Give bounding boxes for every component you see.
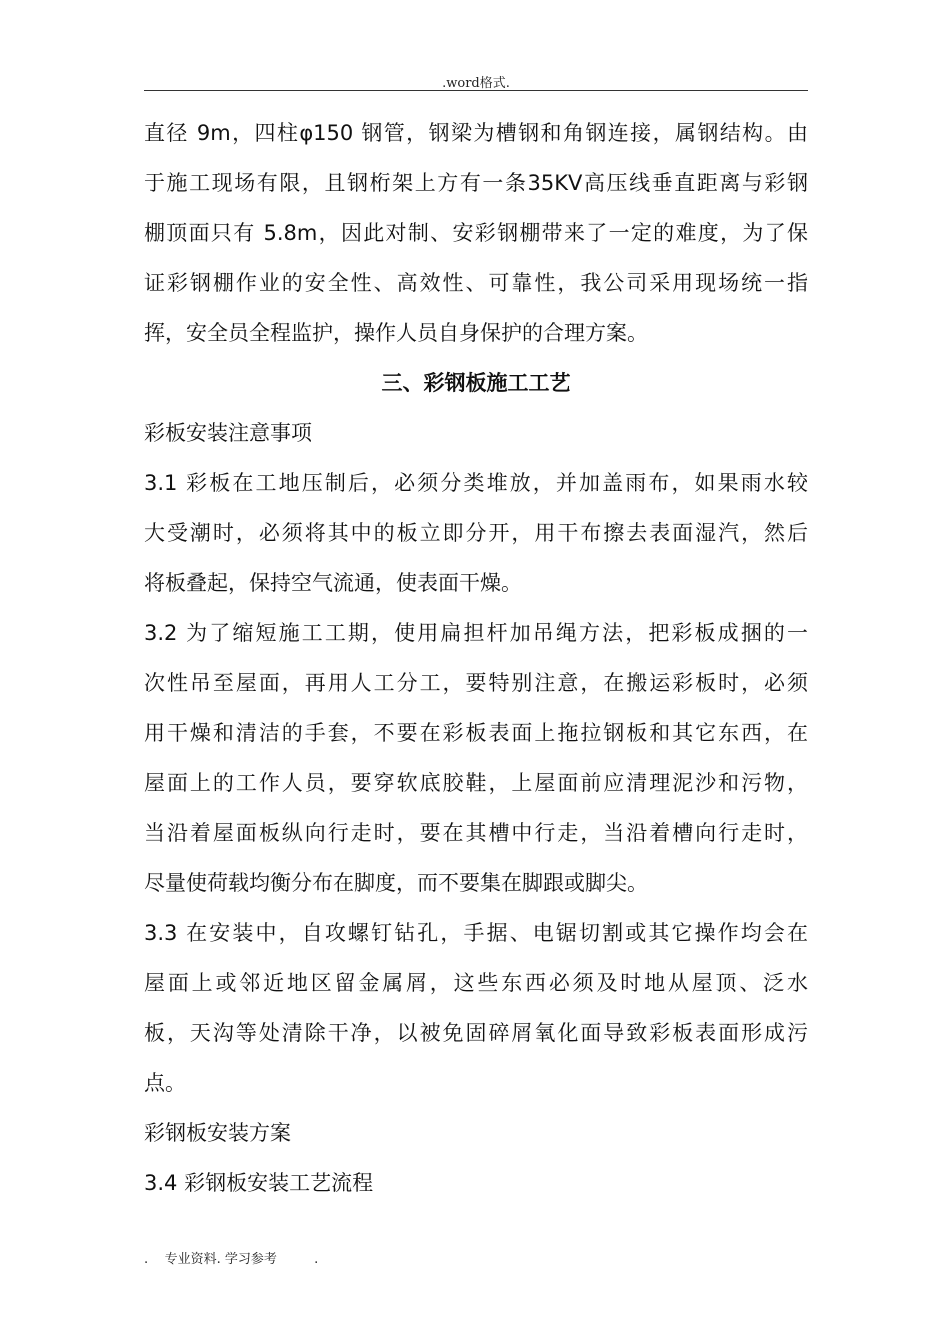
body-line: 次性吊至屋面，再用人工分工，要特别注意，在搬运彩板时，必须 — [144, 671, 808, 695]
body-line: 3.1 彩板在工地压制后，必须分类堆放，并加盖雨布，如果雨水较 — [144, 471, 808, 495]
section-heading: 三、彩钢板施工工艺 — [381, 371, 571, 395]
body-line: 棚顶面只有 5.8m，因此对制、安彩钢棚带来了一定的难度，为了保 — [144, 221, 808, 245]
body-line: 将板叠起，保持空气流通，使表面干燥。 — [144, 571, 522, 595]
subheading: 彩钢板安装方案 — [144, 1121, 291, 1145]
header-rule — [144, 90, 808, 91]
body-line: 点。 — [144, 1071, 186, 1095]
page-footer: . 专业资料. 学习参考 . — [144, 1252, 319, 1267]
body-line: 于施工现场有限，且钢桁架上方有一条35KV高压线垂直距离与彩钢 — [144, 171, 808, 195]
body-line: 当沿着屋面板纵向行走时，要在其槽中行走，当沿着槽向行走时， — [144, 821, 808, 845]
body-line: 板，天沟等处清除干净，以被免固碎屑氧化面导致彩板表面形成污 — [144, 1021, 808, 1045]
body-line: 挥，安全员全程监护，操作人员自身保护的合理方案。 — [144, 321, 648, 345]
page-header: .word格式. — [442, 76, 510, 91]
body-line: 3.2 为了缩短施工工期，使用扁担杆加吊绳方法，把彩板成捆的一 — [144, 621, 808, 645]
body-line: 屋面上的工作人员，要穿软底胶鞋，上屋面前应清理泥沙和污物， — [144, 771, 808, 795]
body-line: 屋面上或邻近地区留金属屑，这些东西必须及时地从屋顶、泛水 — [144, 971, 808, 995]
body-line: 证彩钢棚作业的安全性、高效性、可靠性，我公司采用现场统一指 — [144, 271, 808, 295]
subheading: 3.4 彩钢板安装工艺流程 — [144, 1171, 374, 1195]
subheading: 彩板安装注意事项 — [144, 421, 312, 445]
document-body — [144, 108, 808, 1208]
body-line: 3.3 在安装中，自攻螺钉钻孔，手据、电锯切割或其它操作均会在 — [144, 921, 808, 945]
body-line: 用干燥和清洁的手套，不要在彩板表面上拖拉钢板和其它东西，在 — [144, 721, 808, 745]
body-line: 尽量使荷载均衡分布在脚度，而不要集在脚跟或脚尖。 — [144, 871, 648, 895]
body-line: 大受潮时，必须将其中的板立即分开，用干布擦去表面湿汽，然后 — [144, 521, 808, 545]
body-line: 直径 9m，四柱φ150 钢管，钢梁为槽钢和角钢连接，属钢结构。由 — [144, 121, 808, 145]
